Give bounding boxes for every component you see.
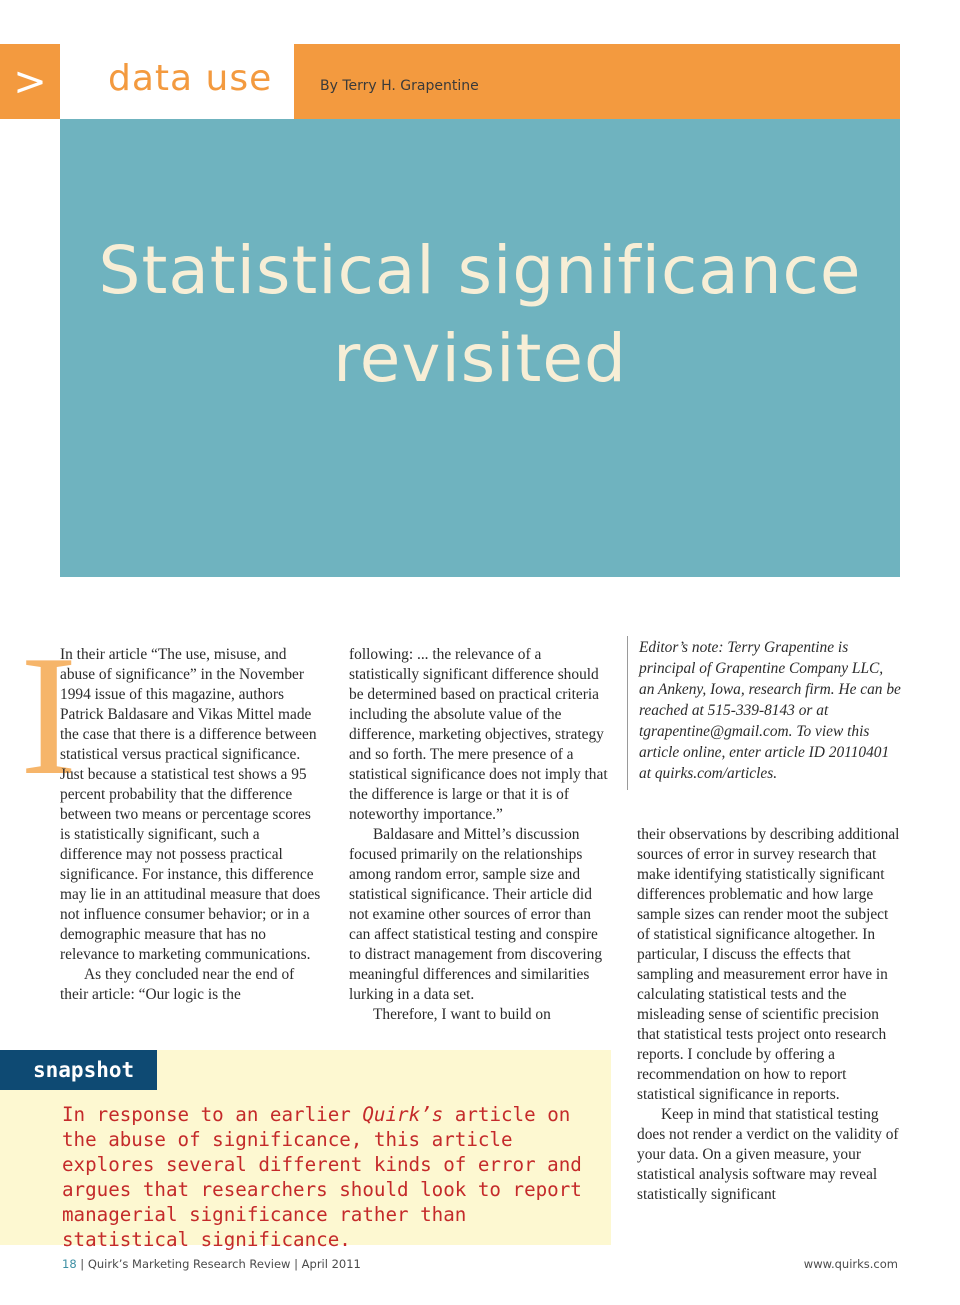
- title-line-2: revisited: [333, 320, 627, 397]
- header-arrow-box: [0, 44, 60, 119]
- title-line-1: Statistical significance: [98, 232, 862, 309]
- snapshot-text: [62, 1102, 592, 1252]
- article-title: [60, 227, 900, 403]
- byline-bar: [294, 44, 900, 119]
- footer-url: www.quirks.com: [803, 1257, 898, 1271]
- snapshot-text-part: In response to an earlier: [62, 1103, 363, 1126]
- article-column-3: [637, 825, 903, 1205]
- article-column-2: [349, 645, 611, 1025]
- paragraph: In their article “The use, misuse, and abuse of significance” in the November 1994 issue of this magazine, authors Patrick Baldasare and Vikas Mittel made the case that there is a difference between statistical versus practical significance. Just because a statistical test shows a 95 percent probability that the difference between two means or percentage scores is statistically significant, such a difference may not possess practical significance. For instance, this difference may lie in an attitudinal measure that does not influence consumer behavior; or in a demographic measure that has no relevance to marketing communications.: [60, 646, 321, 963]
- footer-left: [62, 1257, 361, 1271]
- footer-separator: |: [294, 1257, 298, 1271]
- editors-note: Editor’s note: Terry Grapentine is principal of Grapentine Company LLC, an Ankeny, Iowa, research firm. He can be reached at 515-339-8143 or at tgrapentine@gmail.com. To view this article online, enter article ID 20110401 at quirks.com/articles.: [639, 639, 901, 782]
- byline: By Terry H. Grapentine: [320, 78, 479, 94]
- snapshot-label: snapshot: [33, 1058, 135, 1082]
- snapshot-text-part: article on the abuse of significance, this article explores several different kinds of error and argues that researchers should look to report managerial significance rather than statistical significance.: [62, 1103, 582, 1251]
- paragraph: Therefore, I want to build on: [373, 1006, 551, 1023]
- chevron-right-icon: >: [13, 58, 47, 105]
- page-number: 18: [62, 1257, 77, 1271]
- paragraph: Keep in mind that statistical testing does not render a verdict on the validity of your data. On a given measure, your statistical analysis software may reveal statistically significant: [637, 1106, 899, 1203]
- snapshot-publication-name: Quirk’s: [362, 1103, 444, 1126]
- section-label: data use: [108, 58, 273, 99]
- hero-banner: [60, 119, 900, 577]
- publication-name: Quirk’s Marketing Research Review: [87, 1257, 291, 1271]
- drop-cap: I: [20, 621, 78, 811]
- editors-note-rule: [627, 636, 628, 790]
- article-column-1: [60, 645, 322, 1005]
- issue-date: April 2011: [301, 1257, 361, 1271]
- paragraph: As they concluded near the end of their article: “Our logic is the: [60, 966, 295, 1003]
- snapshot-tab: [0, 1050, 157, 1090]
- footer-separator: |: [80, 1257, 85, 1271]
- paragraph: Baldasare and Mittel’s discussion focused primarily on the relationships among random error, sample size and statistical significance. Their article did not examine other sources of error than can affect statistical testing and conspire to distract management from discovering meaningful differences and similarities lurking in a data set.: [349, 826, 603, 1003]
- paragraph: their observations by describing additional sources of error in survey research that make identifying statistically significant differences problematic and how large sample sizes can render moot the subject of statistical significance altogether. In particular, I discuss the effects that sampling and measurement error have in calculating statistical tests and the misleading sense of scientific precision that statistical tests project onto research reports. I conclude by offering a recommendation on how to report statistical significance in reports.: [637, 826, 900, 1103]
- paragraph: following: ... the relevance of a statistically significant difference should be determined based on practical criteria including the absolute value of the difference, marketing objectives, strategy and so forth. The mere presence of a statistical significance does not imply that the difference is large or that it is of noteworthy importance.”: [349, 646, 608, 823]
